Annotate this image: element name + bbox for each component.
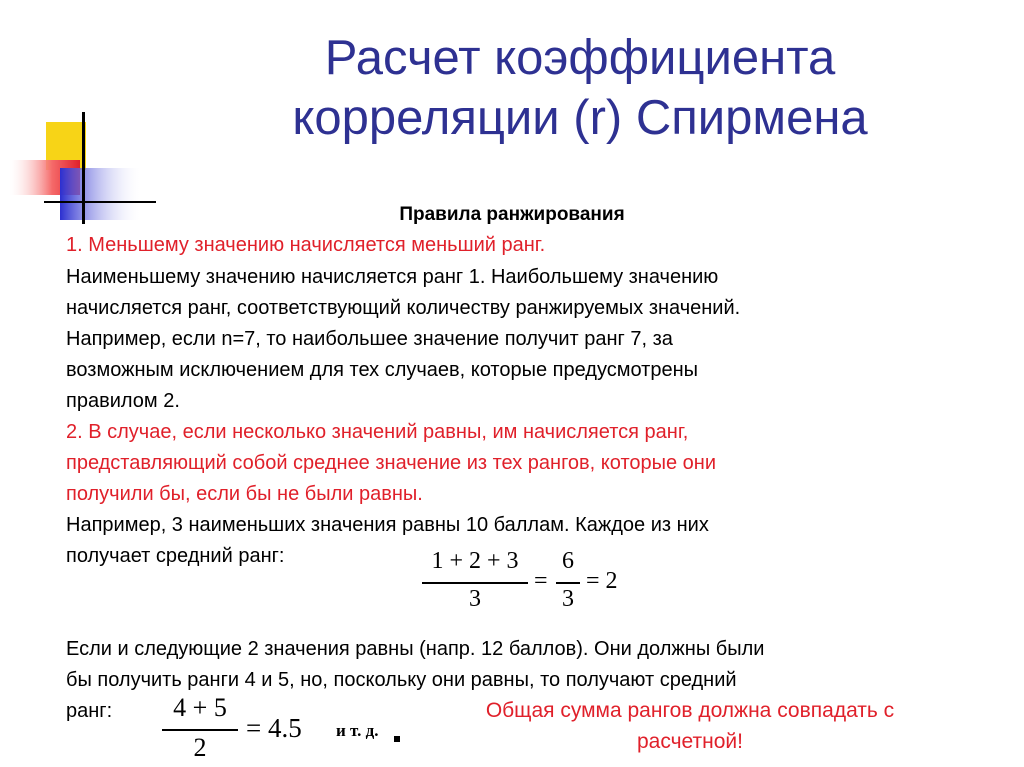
fraction-bar bbox=[162, 729, 238, 731]
fraction-bar bbox=[556, 582, 580, 584]
rule-1: 1. Меньшему значению начисляется меньший ранг. bbox=[66, 234, 546, 256]
text-line: бы получить ранги 4 и 5, но, поскольку они равны, то получают средний bbox=[66, 669, 737, 691]
text-line: начисляется ранг, соответствующий количеству ранжируемых значений. bbox=[66, 297, 741, 319]
formula-numerator: 4 + 5 bbox=[173, 693, 227, 722]
text-line: представляющий собой среднее значение из тех рангов, которые они bbox=[66, 452, 717, 474]
text-line: правилом 2. bbox=[66, 390, 180, 412]
formula-denominator: 2 bbox=[193, 733, 207, 762]
formula-denominator-2: 3 bbox=[562, 586, 574, 612]
text-line: получили бы, если бы не были равны. bbox=[66, 483, 423, 505]
title-line-1: Расчет коэффициента bbox=[324, 31, 836, 85]
text-line: получает средний ранг: bbox=[66, 545, 285, 567]
text-line: ранг: bbox=[66, 700, 113, 722]
note-line-1: Общая сумма рангов должна совпадать с bbox=[485, 699, 895, 722]
note-line-2: расчетной! bbox=[636, 730, 743, 753]
equals-sign: = bbox=[534, 568, 548, 594]
rule-2 bbox=[66, 417, 716, 510]
text-line: 2. В случае, если несколько значений равны, им начисляется ранг, bbox=[66, 421, 689, 443]
rules-heading: Правила ранжирования bbox=[399, 204, 625, 225]
text-line: Например, если n=7, то наибольшее значение получит ранг 7, за bbox=[66, 328, 673, 350]
text-line: Если и следующие 2 значения равны (напр. 12 баллов). Они должны были bbox=[66, 638, 765, 660]
rank-sum-note bbox=[420, 695, 960, 757]
formula-result: = 4.5 bbox=[246, 713, 302, 743]
formula-suffix: и т. д. bbox=[336, 721, 379, 740]
decorative-corner-graphic bbox=[0, 0, 160, 230]
rule-1-body bbox=[66, 262, 740, 417]
formula-average-rank-1 bbox=[422, 548, 642, 618]
formula-average-rank-2 bbox=[160, 693, 420, 763]
formula-numerator: 1 + 2 + 3 bbox=[431, 548, 519, 574]
formula-denominator: 3 bbox=[469, 586, 481, 612]
title-line-2: корреляции (r) Спирмена bbox=[292, 91, 868, 145]
fraction-bar bbox=[422, 582, 528, 584]
text-line: Например, 3 наименьших значения равны 10 баллам. Каждое из них bbox=[66, 514, 709, 536]
square-dot-icon bbox=[394, 736, 400, 742]
slide-title bbox=[150, 28, 1010, 148]
text-line: Наименьшему значению начисляется ранг 1. Наибольшему значению bbox=[66, 266, 719, 288]
text-line: возможным исключением для тех случаев, которые предусмотрены bbox=[66, 359, 699, 381]
formula-result: = 2 bbox=[586, 568, 618, 594]
formula-numerator-2: 6 bbox=[562, 548, 574, 574]
